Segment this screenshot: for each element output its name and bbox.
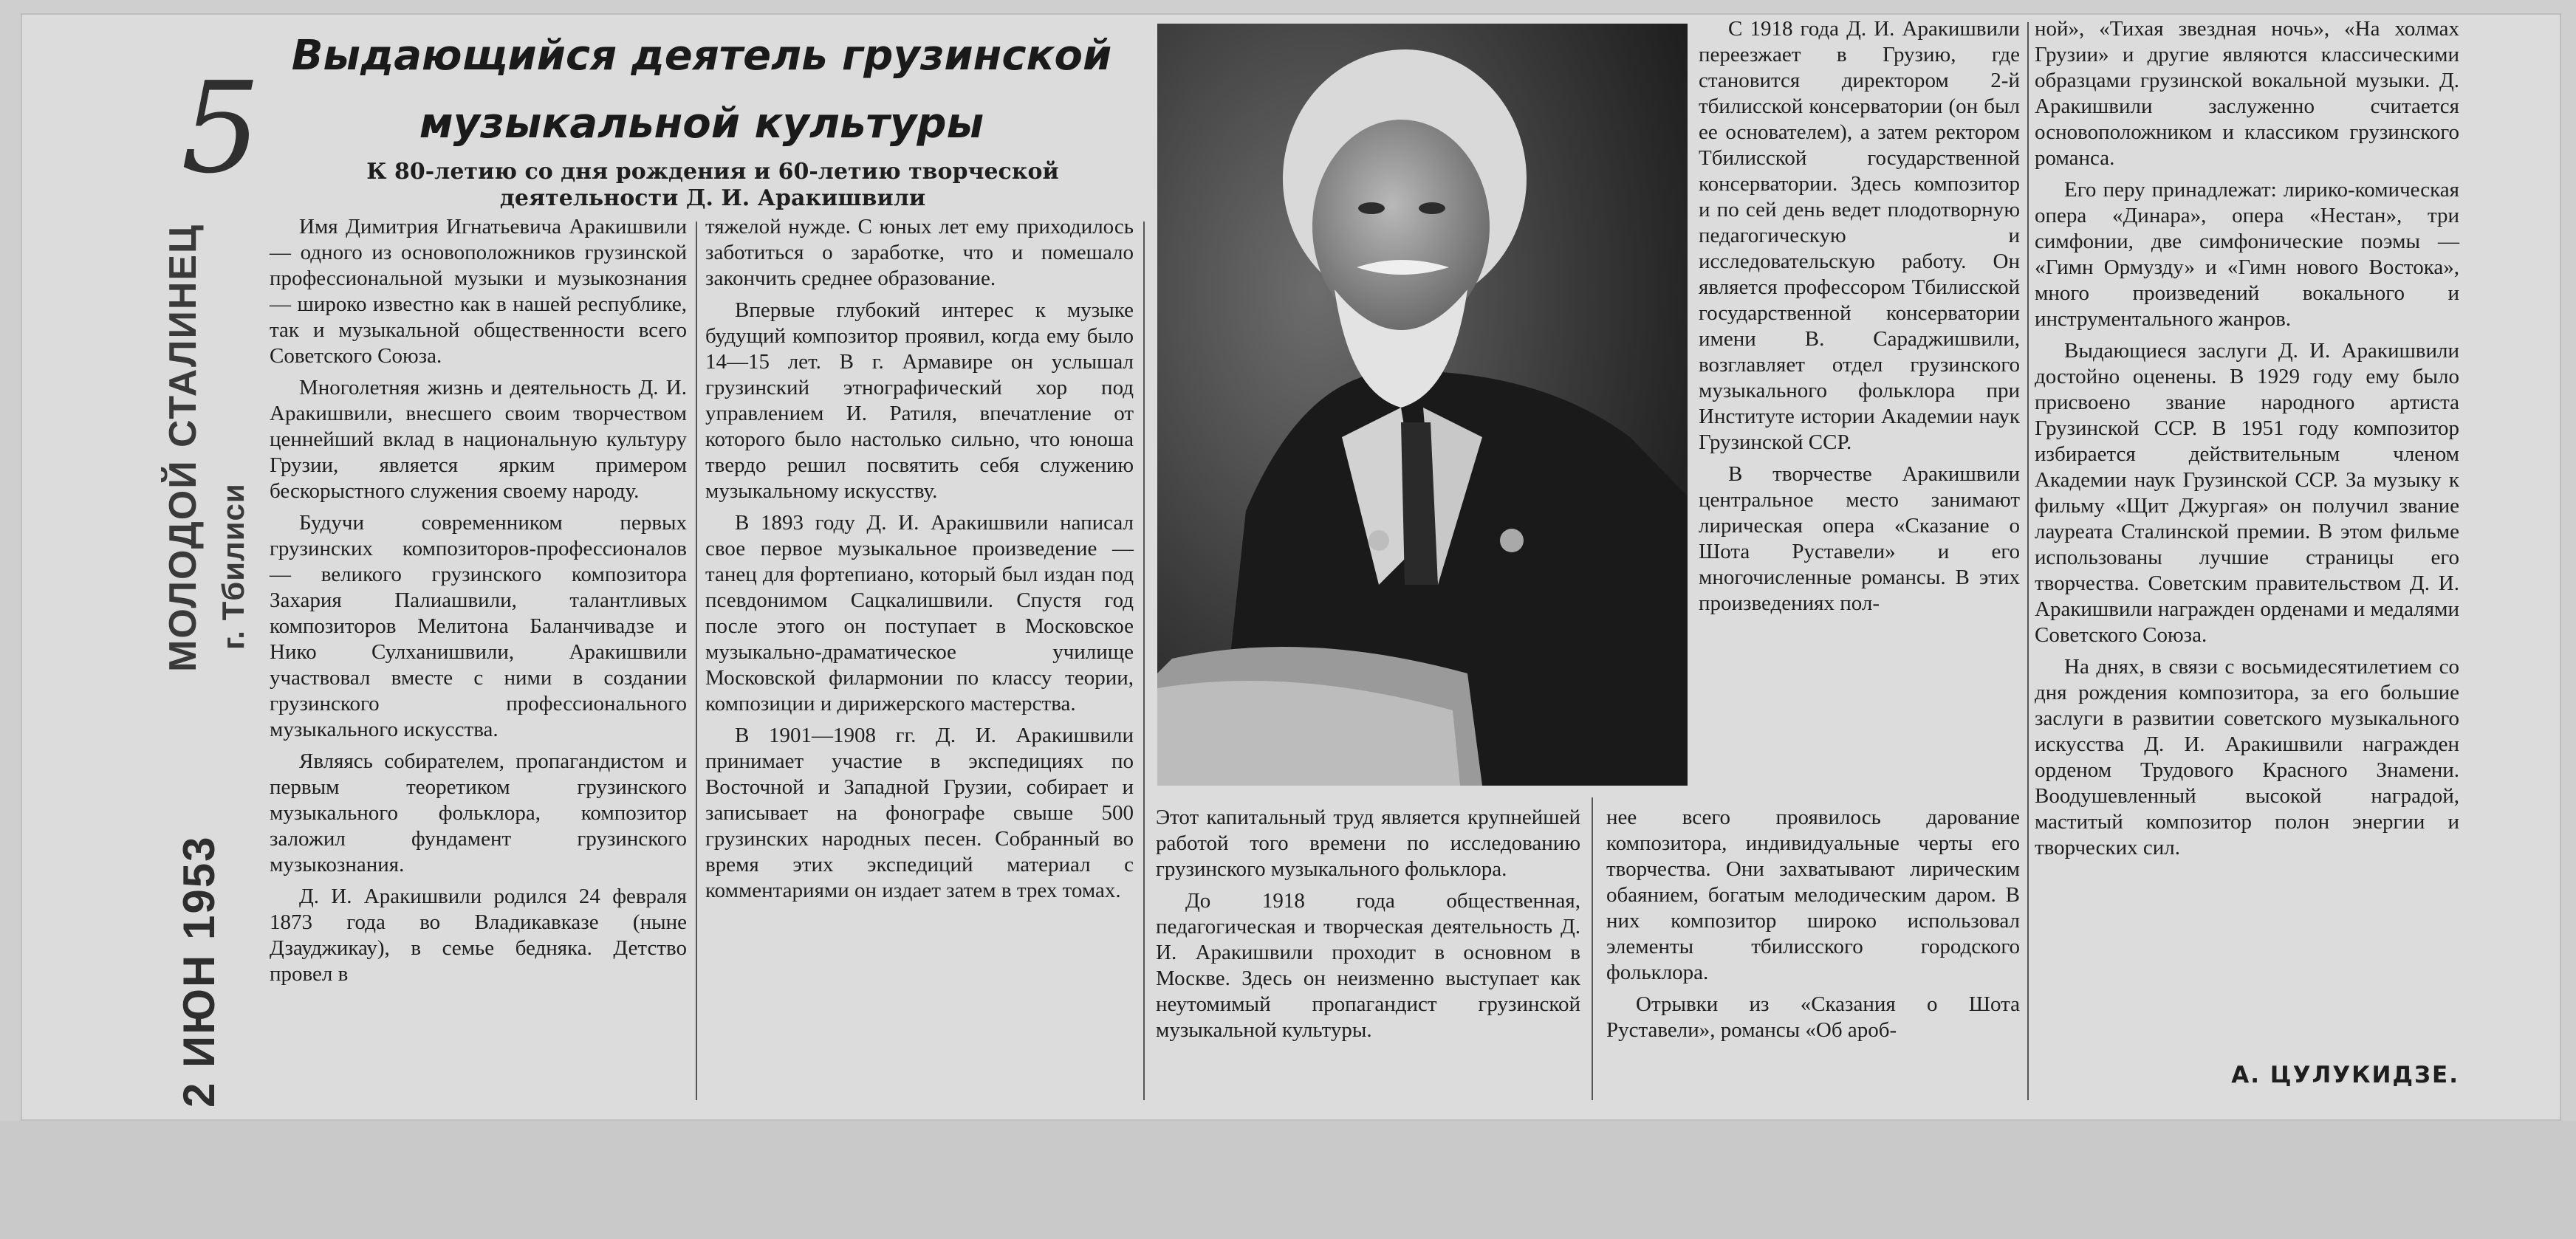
paragraph: Отрывки из «Сказания о Шота Руставели», романсы «Об ароб-	[1606, 992, 2020, 1042]
article-column-1	[270, 214, 687, 993]
author-signature: А. ЦУЛУКИДЗЕ.	[2231, 1062, 2459, 1088]
article-column-3	[1156, 805, 1580, 1049]
paragraph: В 1893 году Д. И. Аракишвили написал свое первое музыкальное произведение — танец для фортепиано, который был издан под псевдонимом Сацкалишвили. Спустя год после этого он поступает в Московское музыкально-драматическое училище Московской филармонии по классу теории, композиции и дирижерского мастерства.	[705, 511, 1134, 715]
article-column-5	[2035, 16, 2459, 867]
portrait-photo	[1157, 24, 1688, 786]
city-stamp: г. Тбилиси	[216, 483, 250, 650]
article-column-2	[705, 214, 1134, 910]
paragraph: До 1918 года общественная, педагогическая и творческая деятельность Д. И. Аракишвили проходит в основном в Москве. Здесь он неизменно выступает как неутомимый пропагандист грузинской музыкальной культуры.	[1156, 889, 1580, 1042]
paragraph: Этот капитальный труд является крупнейшей работой того времени по исследованию грузинского музыкального фольклора.	[1156, 806, 1580, 881]
paragraph: Являясь собирателем, пропагандистом и первым теоретиком грузинского музыкального фольклора, композитор заложил фундамент грузинского музыкознания.	[270, 749, 687, 876]
paragraph: Будучи современником первых грузинских композиторов-профессионалов — великого грузинского композитора Захария Палиашвили, талантливых композиторов Мелитона Баланчивадзе и Нико Сулханишвили, Аракишвили участвовал вместе с ними в создании грузинского профессионального музыкального искусства.	[270, 511, 687, 741]
paragraph: В 1901—1908 гг. Д. И. Аракишвили принимает участие в экспедициях по Восточной и Западной Грузии, собирает и записывает на фонографе свыше 500 грузинских народных песен. Собранный во время этих экспедиций материал с комментариями он издает затем в трех томах.	[705, 724, 1134, 902]
column-rule	[2027, 22, 2029, 1100]
paragraph: С 1918 года Д. И. Аракишвили переезжает в Грузию, где становится директором 2-й тбилисской консерватории (он был ее основателем), а затем ректором Тбилисской государственной консерватории. Здесь композитор и по сей день ведет плодотворную педагогическую и исследовательскую работу. Он является профессором Тбилисской государственной консерватории имени В. Сараджишвили, возглавляет отдел грузинского музыкального фольклора при Институте истории Академии наук Грузинской ССР.	[1699, 17, 2020, 454]
paragraph: Имя Димитрия Игнатьевича Аракишвили — одного из основоположников грузинской профессиональной музыки и музыкознания — широко известно как в нашей республике, так и музыкальной общественности всего Советского Союза.	[270, 215, 687, 368]
paragraph: Многолетняя жизнь и деятельность Д. И. Аракишвили, внесшего своим творчеством ценнейший вклад в национальную культуру Грузии, является ярким примером бескорыстного служения своему народу.	[270, 376, 687, 503]
publication-stamp: МОЛОДОЙ СТАЛИНЕЦ	[162, 223, 205, 672]
paragraph: ной», «Тихая звездная ночь», «На холмах Грузии» и другие являются классическими образцами грузинской вокальной музыки. Д. Аракишвили заслуженно считается основоположником и классиком грузинского романса.	[2035, 17, 2459, 170]
paragraph: Его перу принадлежат: лирико-комическая опера «Динара», опера «Нестан», три симфонии, две симфонические поэмы — «Гимн Ормузду» и «Гимн нового Востока», много произведений вокального и инструментального жанров.	[2035, 178, 2459, 331]
handwritten-mark: 5	[181, 55, 261, 202]
column-rule	[696, 222, 697, 1100]
article-subtitle: К 80-летию со дня рождения и 60-летию творческой деятельности Д. И. Аракишвили	[366, 159, 1059, 211]
article-column-4-bottom	[1606, 805, 2020, 1049]
paragraph: Выдающиеся заслуги Д. И. Аракишвили достойно оценены. В 1929 году ему было присвоено звание народного артиста Грузинской ССР. В 1951 году композитор избирается действительным членом Академии наук Грузинской ССР. За музыку к фильму «Щит Джургая» он получил звание лауреата Сталинской премии. В этом фильме использованы лучшие страницы его творчества. Советским правительством Д. И. Аракишвили награжден орденами и медалями Советского Союза.	[2035, 339, 2459, 647]
paragraph: В творчестве Аракишвили центральное место занимают лирическая опера «Сказание о Шота Руставели» и его многочисленные романсы. В этих произведениях пол-	[1699, 462, 2020, 615]
column-rule	[1143, 222, 1145, 1100]
column-rule	[1592, 797, 1593, 1100]
article-column-4-top	[1699, 16, 2020, 622]
article-headline: Выдающийся деятель грузинской музыкальной культуры	[291, 32, 1112, 148]
paragraph: Впервые глубокий интерес к музыке будущий композитор проявил, когда ему было 14—15 лет. В г. Армавире он услышал грузинский этнографический хор под управлением И. Ратиля, впечатление от которого было настолько сильно, что юноша твердо решил посвятить себя служению музыкальному искусству.	[705, 298, 1134, 503]
paragraph: нее всего проявилось дарование композитора, индивидуальные черты его творчества. Они захватывают лирическим обаянием, богатым мелодическим даром. В них композитор широко использовал элементы тбилисского городского фольклора.	[1606, 806, 2020, 984]
paragraph: На днях, в связи с восьмидесятилетием со дня рождения композитора, за его большие заслуги в развитии советского музыкального искусства Д. И. Аракишвили награжден орденом Трудового Красного Знамени. Воодушевленный высокой наградой, маститый композитор полон энергии и творческих сил.	[2035, 655, 2459, 859]
paragraph: тяжелой нужде. С юных лет ему приходилось заботиться о заработке, что и помешало закончить среднее образование.	[705, 215, 1134, 290]
scan-background	[0, 1121, 2576, 1239]
date-stamp: 2 ИЮН 1953	[174, 835, 224, 1108]
paragraph: Д. И. Аракишвили родился 24 февраля 1873 года во Владикавказе (ныне Дзауджикау), в семье бедняка. Детство провел в	[270, 885, 687, 986]
